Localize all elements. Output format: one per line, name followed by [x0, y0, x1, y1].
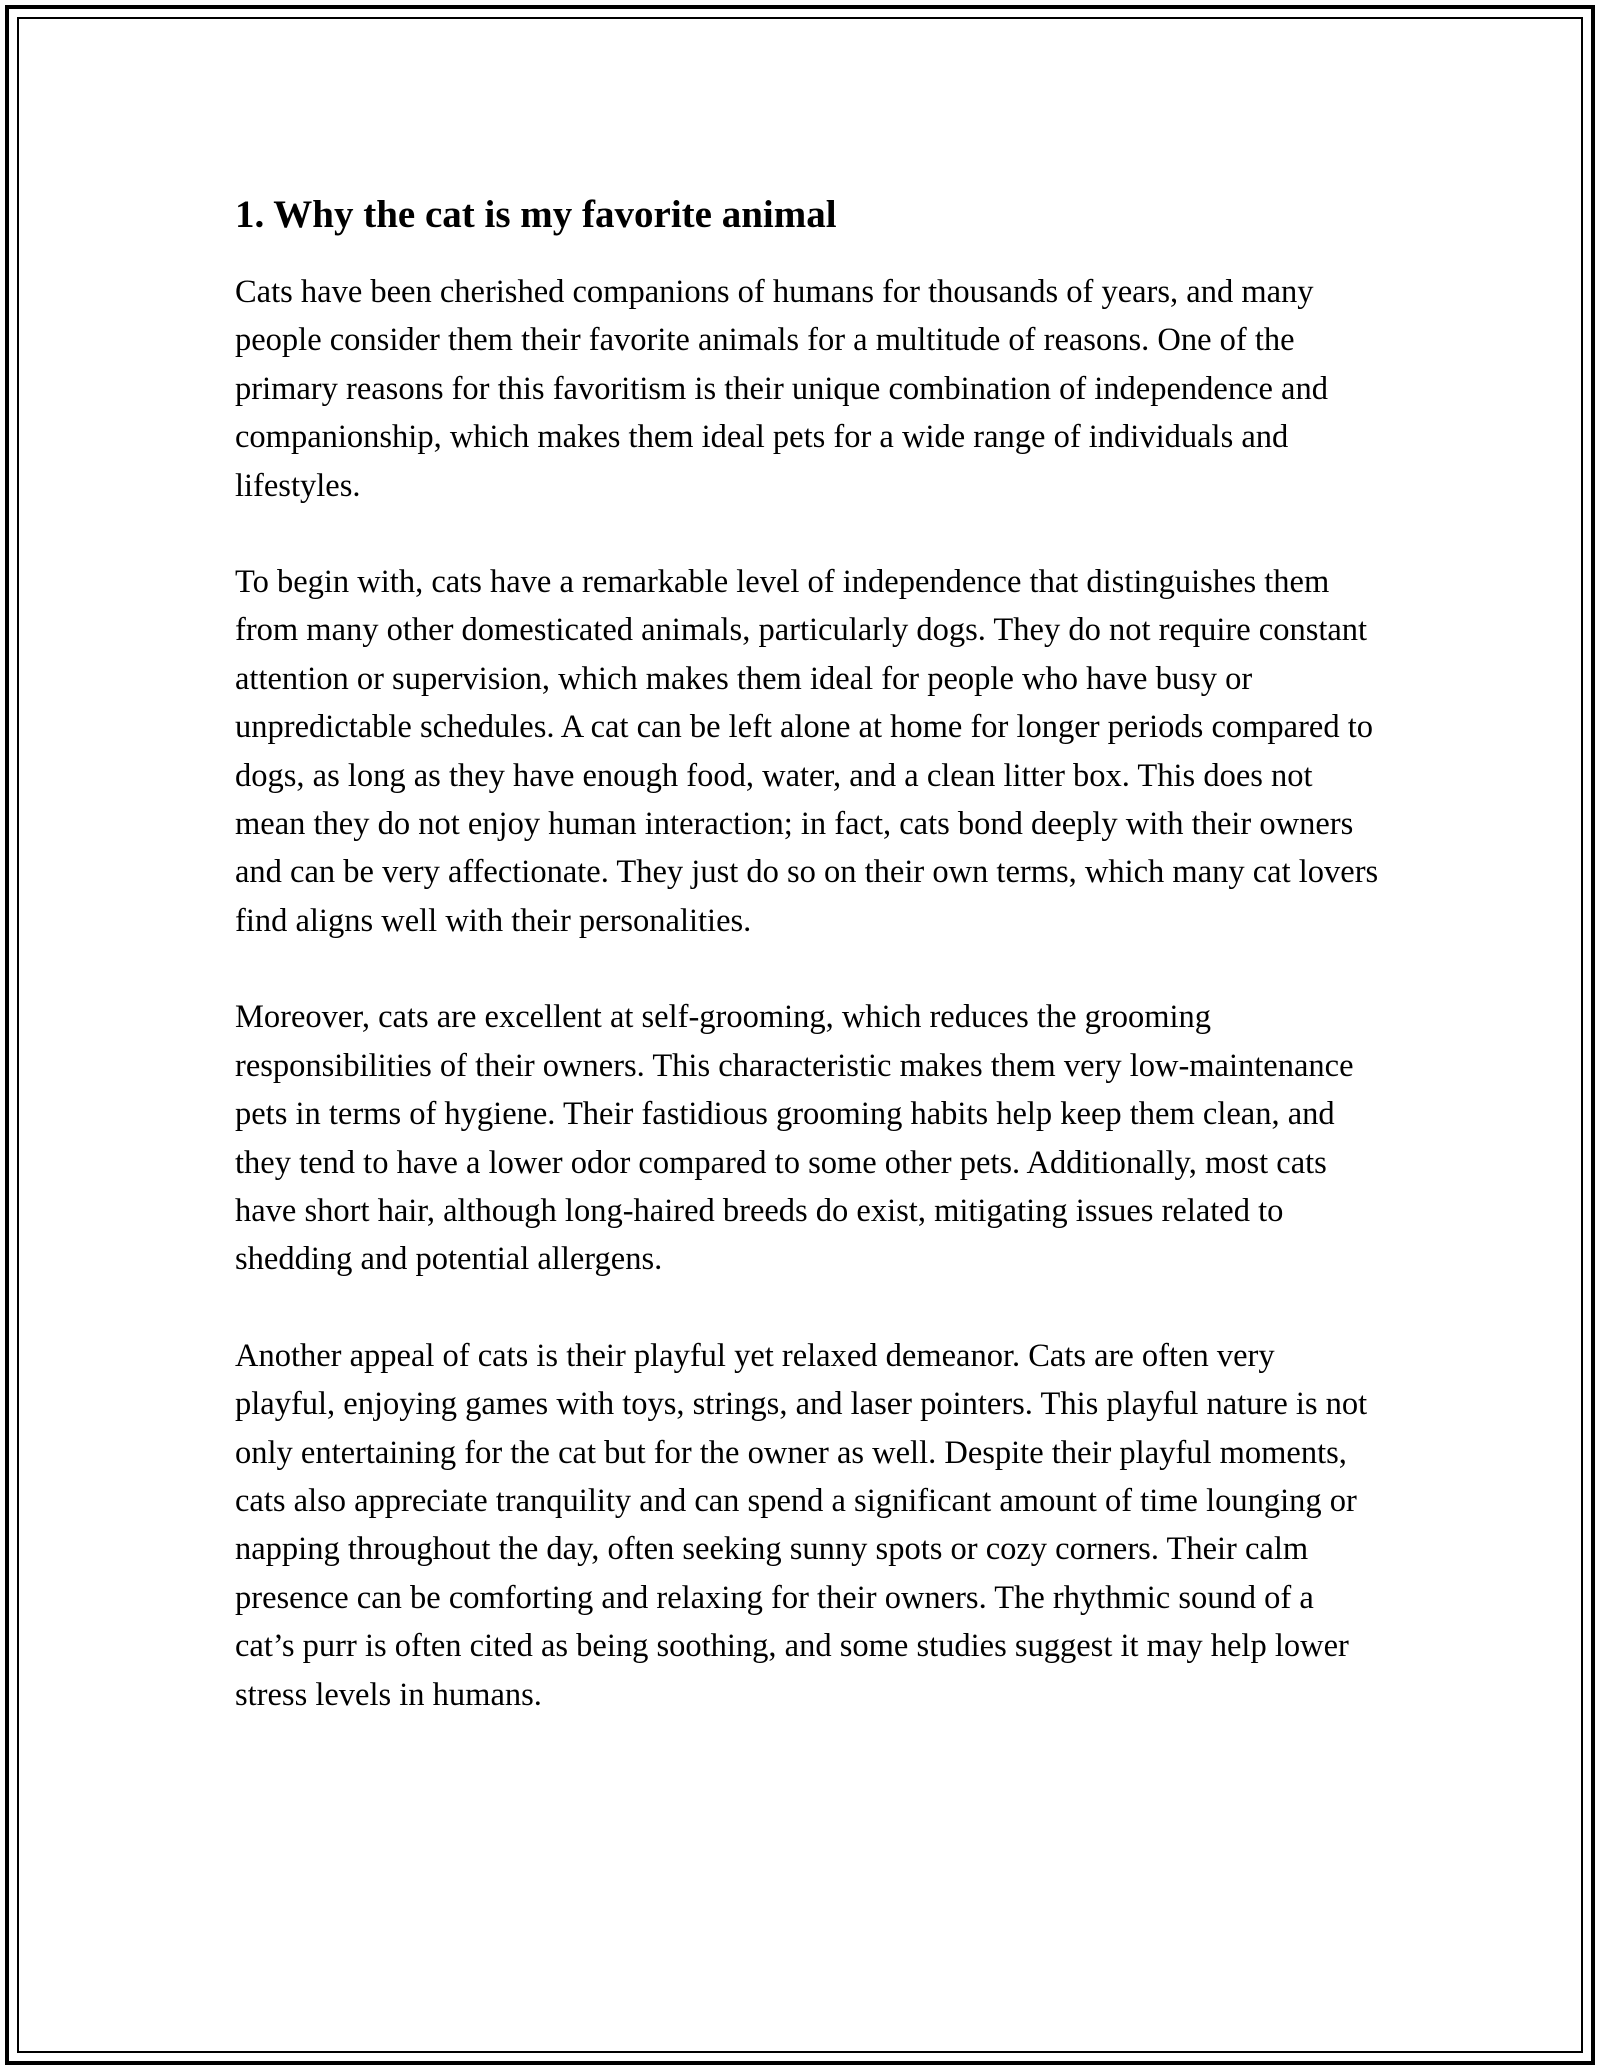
paragraph-intro: Cats have been cherished companions of humans for thousands of years, and many people consider them their favorite animals for a multitude of reasons. One of the primary reasons for this favoritism is their unique combination of independence and companionship, which makes them ideal pets for a wide range of individuals and lifestyles.	[235, 274, 1328, 504]
section-heading: 1. Why the cat is my favorite animal	[235, 193, 837, 236]
paragraph-independence: To begin with, cats have a remarkable level of independence that distinguishes them from many other domesticated animals, particularly dogs. They do not require constant attention or supervision, which makes them ideal for people who have busy or unpredictable schedules. A cat can be left alone at home for longer periods compared to dogs, as long as they have enough food, water, and a clean litter box. This does not mean they do not enjoy human interaction; in fact, cats bond deeply with their owners and can be very affectionate. They just do so on their own terms, which many cat lovers find aligns well with their personalities.	[235, 564, 1379, 939]
paragraph-demeanor: Another appeal of cats is their playful yet relaxed demeanor. Cats are often very playful, enjoying games with toys, strings, and laser pointers. This playful nature is not only entertaining for the cat but for the owner as well. Despite their playful moments, cats also appreciate tranquility and can spend a significant amount of time lounging or napping throughout the day, often seeking sunny spots or cozy corners. Their calm presence can be comforting and relaxing for their owners. The rhythmic sound of a cat’s purr is often cited as being soothing, and some studies suggest it may help lower stress levels in humans.	[235, 1337, 1368, 1713]
document-body	[235, 190, 1380, 1719]
paragraph-grooming: Moreover, cats are excellent at self-grooming, which reduces the grooming responsibilities of their owners. This characteristic makes them very low-maintenance pets in terms of hygiene. Their fastidious grooming habits help keep them clean, and they tend to have a lower odor compared to some other pets. Additionally, most cats have short hair, although long-haired breeds do exist, mitigating issues related to shedding and potential allergens.	[235, 999, 1354, 1278]
